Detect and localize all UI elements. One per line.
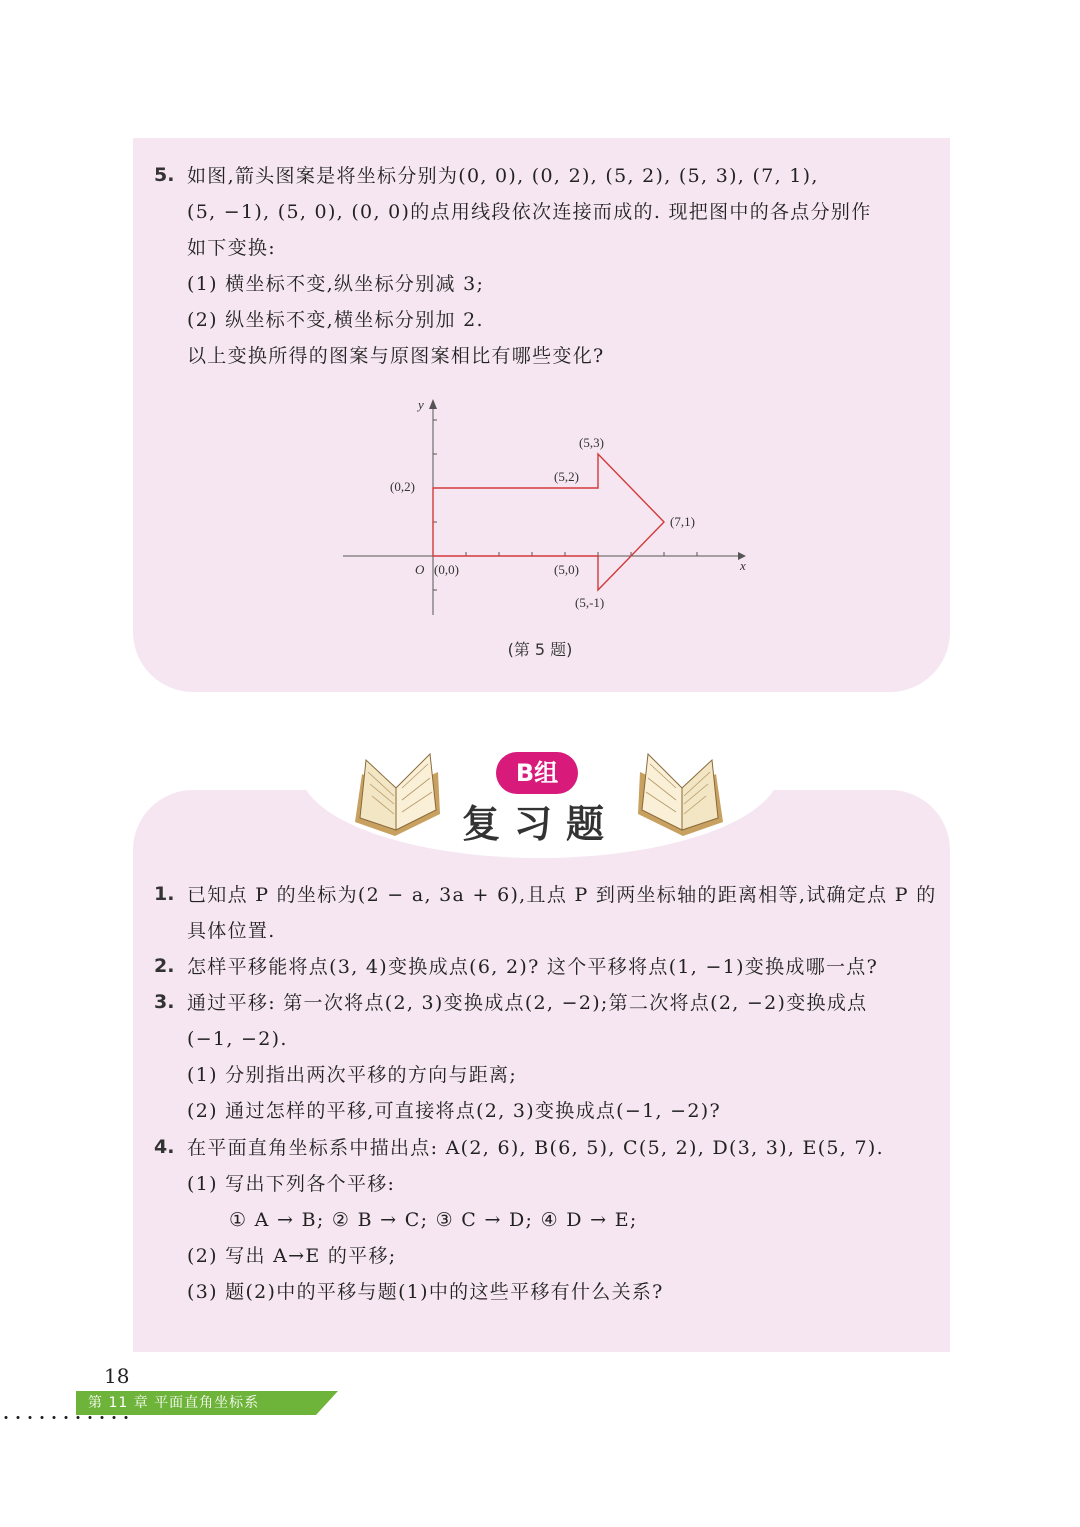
dotted-rule <box>0 1416 136 1419</box>
open-book-right-icon <box>633 750 728 842</box>
y-axis-label: y <box>418 397 424 412</box>
problem-b4-line-1: 在平面直角坐标系中描出点: A(2, 6), B(6, 5), C(5, 2), D(3, 3), E(5, 7). <box>187 1137 884 1159</box>
x-axis-label: x <box>740 558 746 573</box>
problem-number: 3. <box>154 991 175 1013</box>
problem-5-line-2: (5, −1), (5, 0), (0, 0)的点用线段依次连接而成的. 现把图中的各点分别作 <box>187 201 872 223</box>
problem-number: 1. <box>154 883 175 905</box>
figure-caption: (第 5 题) <box>507 640 573 659</box>
section-title: 复习题 <box>461 802 618 846</box>
open-book-left-icon <box>350 752 445 842</box>
problem-5-line-1: 如图,箭头图案是将坐标分别为(0, 0), (0, 2), (5, 2), (5, 3), (7, 1), <box>187 165 819 187</box>
problem-b1-line-2: 具体位置. <box>187 920 276 942</box>
y-axis-arrow-icon <box>429 399 437 409</box>
problem-b4-subquestion-3: (3) 题(2)中的平移与题(1)中的这些平移有什么关系? <box>187 1281 664 1303</box>
problem-number: 4. <box>154 1136 175 1158</box>
problem-b3-subquestion-1: (1) 分别指出两次平移的方向与距离; <box>187 1064 518 1086</box>
problem-number: 5. <box>154 164 175 186</box>
point-label-0-0: (0,0) <box>434 562 459 577</box>
arrow-figure <box>338 395 748 620</box>
point-label-7-1: (7,1) <box>670 514 695 529</box>
problem-5-line-3: 如下变换: <box>187 237 276 259</box>
problem-b3-line-1: 通过平移: 第一次将点(2, 3)变换成点(2, −2);第二次将点(2, −2)变换成点 <box>187 992 868 1014</box>
problem-5-subquestion-2: (2) 纵坐标不变,横坐标分别加 2. <box>187 309 484 331</box>
problem-b1-line-1: 已知点 P 的坐标为(2 − a, 3a + 6),且点 P 到两坐标轴的距离相等,试确定点 P 的 <box>187 884 937 906</box>
problem-b4-subquestion-1: (1) 写出下列各个平移: <box>187 1173 396 1195</box>
point-label-5-neg1: (5,-1) <box>575 595 605 610</box>
point-label-5-3: (5,3) <box>579 435 604 450</box>
problem-b3-subquestion-2: (2) 通过怎样的平移,可直接将点(2, 3)变换成点(−1, −2)? <box>187 1100 721 1122</box>
group-badge: B组 <box>496 752 578 794</box>
point-label-5-0: (5,0) <box>554 562 579 577</box>
problem-b3-line-2: (−1, −2). <box>187 1028 288 1050</box>
point-label-0-2: (0,2) <box>390 479 415 494</box>
page-number: 18 <box>104 1364 130 1388</box>
point-label-5-2: (5,2) <box>554 469 579 484</box>
problem-b4-translations: ① A → B; ② B → C; ③ C → D; ④ D → E; <box>229 1209 638 1231</box>
problem-5-subquestion-1: (1) 横坐标不变,纵坐标分别减 3; <box>187 273 485 295</box>
problem-b2-line-1: 怎样平移能将点(3, 4)变换成点(6, 2)? 这个平移将点(1, −1)变换成哪一点? <box>187 956 879 978</box>
arrow-polyline <box>433 454 664 590</box>
problem-5-question: 以上变换所得的图案与原图案相比有哪些变化? <box>187 345 605 367</box>
chapter-label: 第 11 章 平面直角坐标系 <box>88 1395 260 1411</box>
origin-label: O <box>415 562 425 577</box>
problem-b4-subquestion-2: (2) 写出 A→E 的平移; <box>187 1245 397 1267</box>
problem-number: 2. <box>154 955 175 977</box>
